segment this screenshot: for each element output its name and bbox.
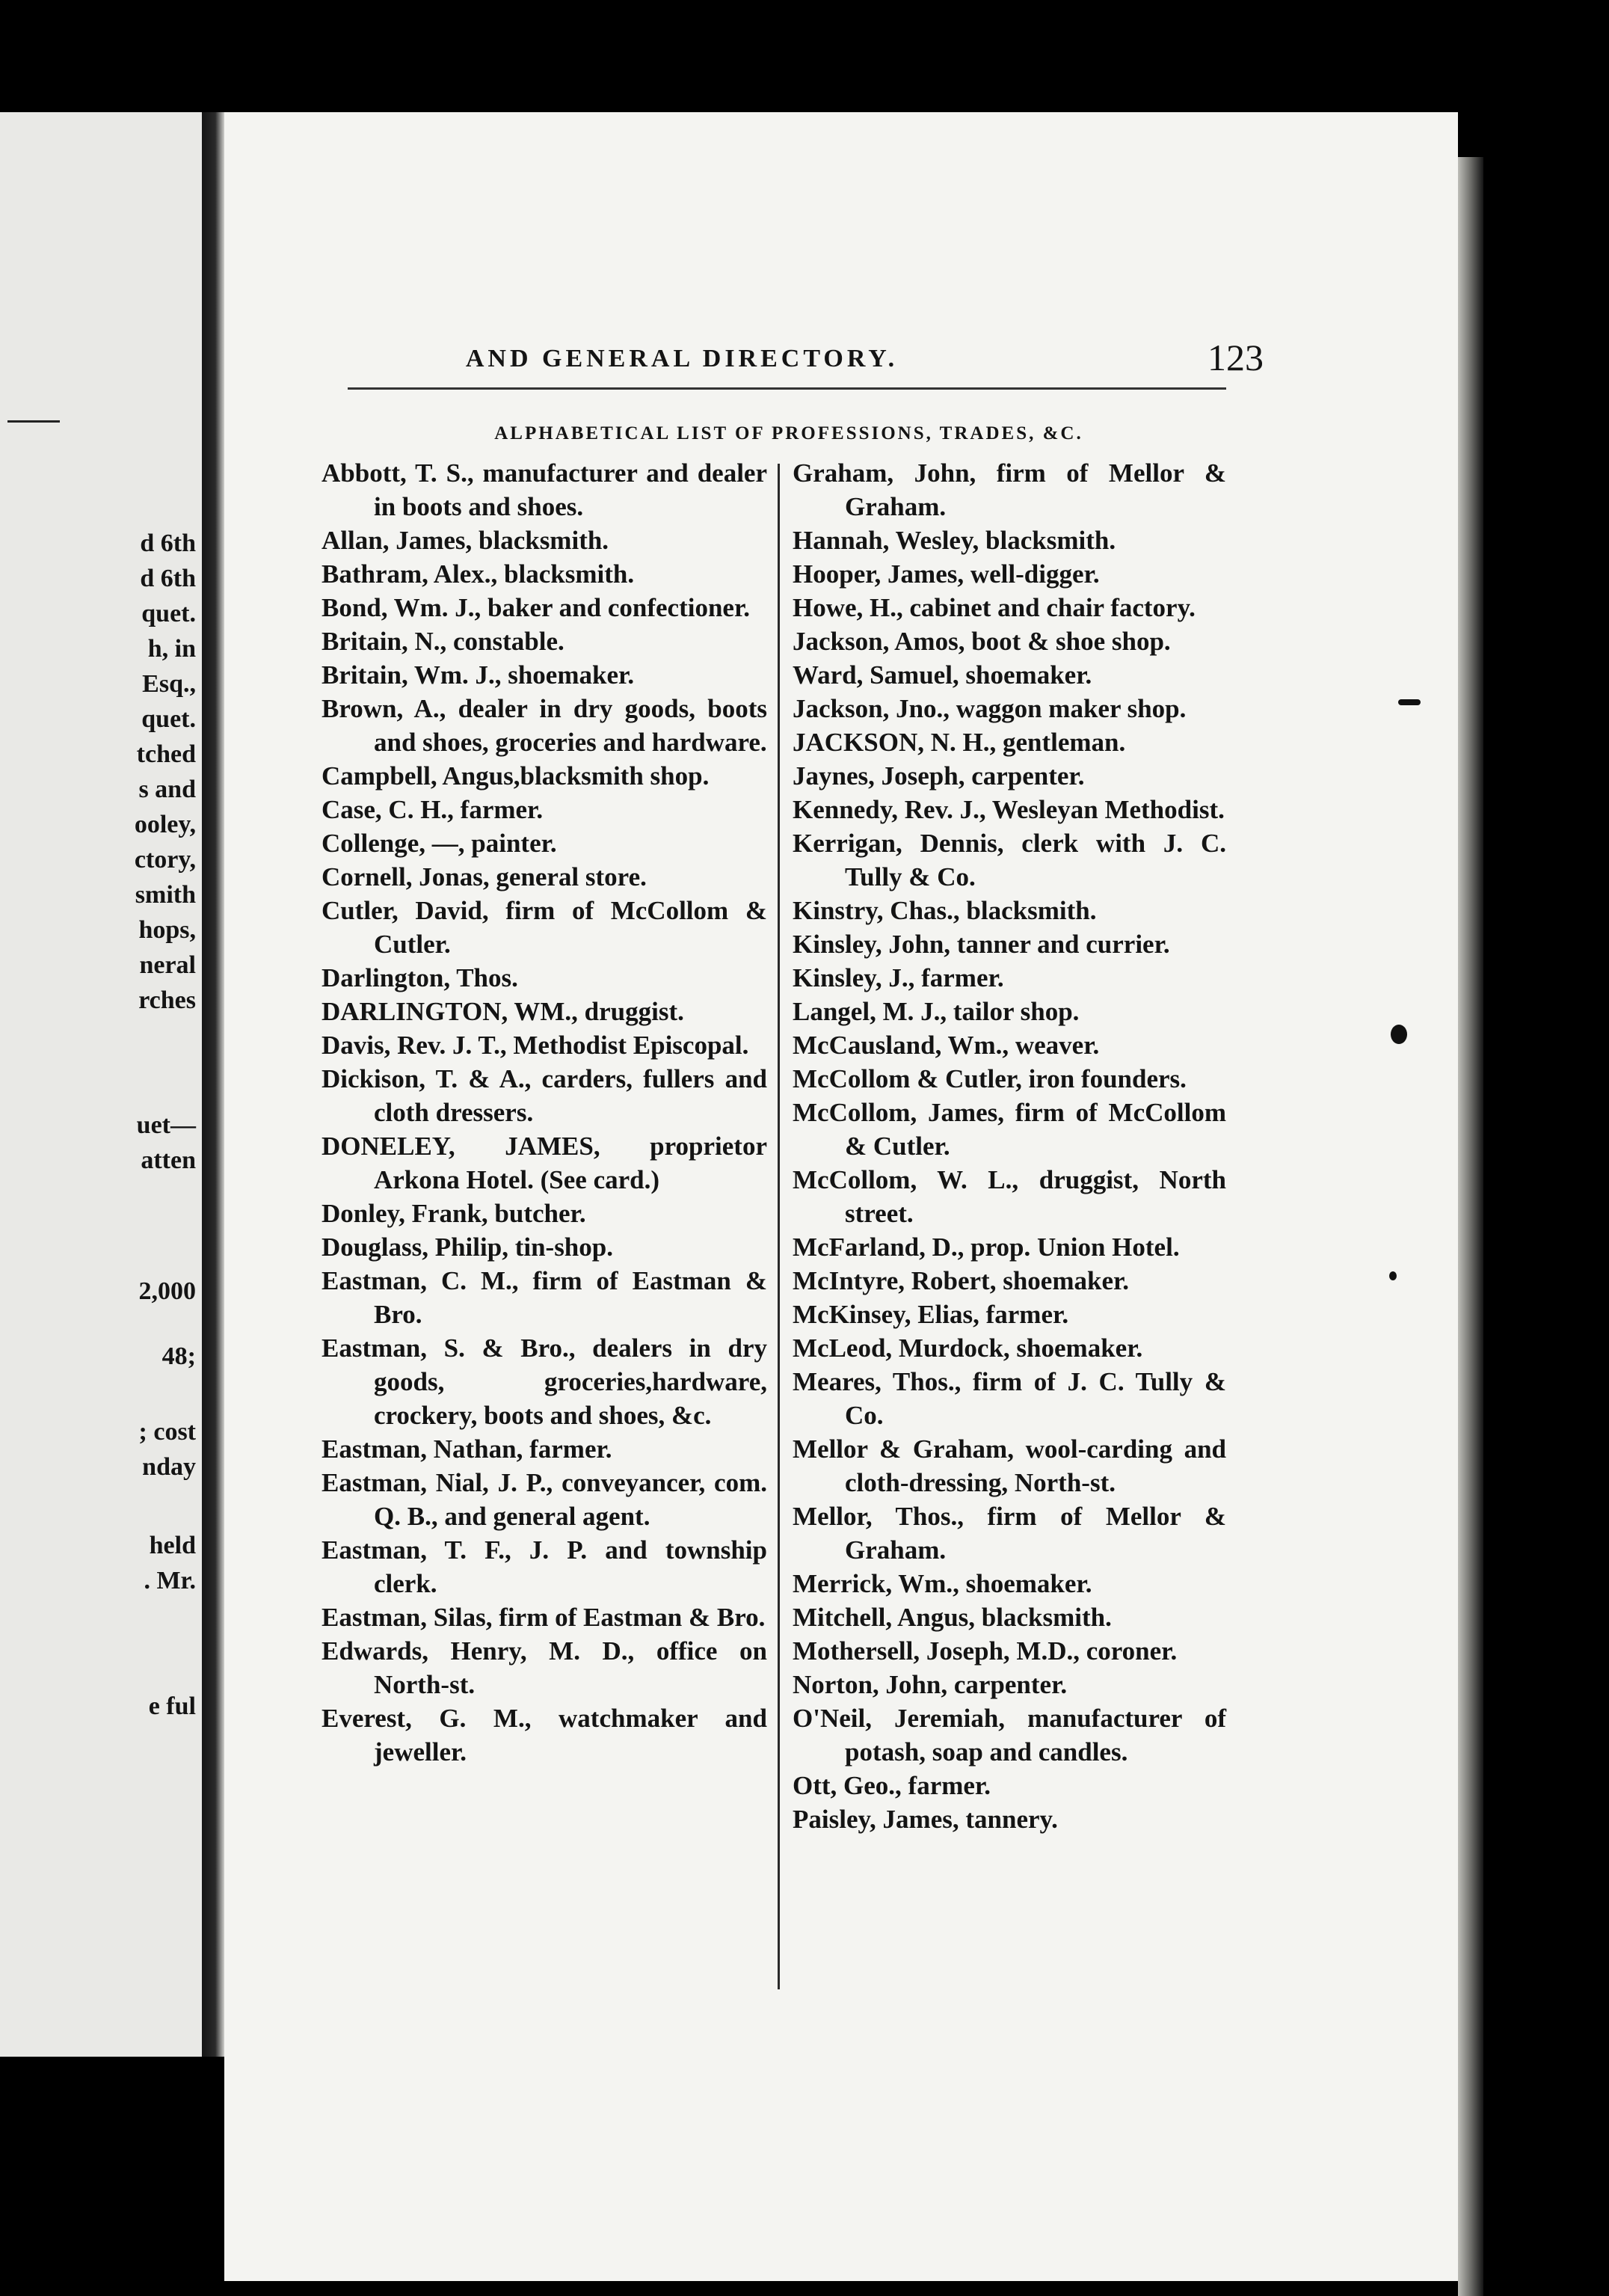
facing-page-fragment	[0, 112, 202, 2057]
directory-entry: McCollom, James, firm of McCollom & Cutler.	[793, 1098, 1226, 1161]
directory-entry: Allan, James, blacksmith.	[322, 526, 609, 555]
page-edge-shadow	[1458, 157, 1483, 2296]
directory-entry: Kinstry, Chas., blacksmith.	[793, 896, 1097, 925]
directory-entry: Everest, G. M., watchmaker and jeweller.	[322, 1704, 767, 1766]
facing-page-line: neral	[139, 951, 196, 979]
directory-entry: DONELEY, JAMES, proprietor Arkona Hotel. (See card.)	[322, 1132, 767, 1194]
directory-column-left	[322, 456, 767, 1769]
directory-entry: Eastman, T. F., J. P. and township clerk.	[322, 1535, 767, 1598]
directory-entry: Kerrigan, Dennis, clerk with J. C. Tully & Co.	[793, 829, 1226, 891]
directory-entry: Cornell, Jonas, general store.	[322, 862, 647, 891]
facing-page-line: d 6th	[140, 565, 196, 592]
facing-page-line: 48;	[161, 1342, 196, 1370]
directory-entry: O'Neil, Jeremiah, manufacturer of potash, soap and candles.	[793, 1704, 1226, 1766]
directory-entry: Britain, Wm. J., shoemaker.	[322, 660, 635, 690]
ink-blot-mark	[1398, 699, 1421, 705]
directory-entry: Merrick, Wm., shoemaker.	[793, 1569, 1092, 1598]
directory-entry: Kinsley, John, tanner and currier.	[793, 930, 1170, 959]
facing-page-line: ; cost	[138, 1418, 196, 1446]
directory-entry: DARLINGTON, WM., druggist.	[322, 997, 684, 1026]
facing-page-line: ctory,	[134, 846, 196, 874]
directory-entry: Brown, A., dealer in dry goods, boots and shoes, groceries and hardware.	[322, 694, 767, 757]
facing-page-line: uet—	[136, 1111, 196, 1139]
header-rule	[348, 387, 1226, 390]
facing-page-line: . Mr.	[144, 1567, 196, 1594]
facing-page-line: tched	[136, 740, 196, 768]
facing-page-line: hops,	[138, 916, 196, 944]
facing-page-line: atten	[141, 1147, 196, 1174]
directory-entry: McCausland, Wm., weaver.	[793, 1031, 1100, 1060]
directory-entry: Kinsley, J., farmer.	[793, 963, 1004, 992]
directory-entry: McCollom, W. L., druggist, North street.	[793, 1165, 1226, 1228]
facing-page-line: ooley,	[134, 811, 196, 838]
facing-page-line: 2,000	[138, 1277, 196, 1305]
directory-entry: Ott, Geo., farmer.	[793, 1771, 991, 1800]
directory-entry: Bathram, Alex., blacksmith.	[322, 559, 635, 589]
directory-entry: McFarland, D., prop. Union Hotel.	[793, 1233, 1180, 1262]
directory-entry: Hooper, James, well-digger.	[793, 559, 1100, 589]
section-title: ALPHABETICAL LIST OF PROFESSIONS, TRADES, &C.	[494, 423, 1083, 443]
directory-entry: Eastman, C. M., firm of Eastman & Bro.	[322, 1266, 767, 1329]
facing-page-line: rches	[138, 986, 196, 1014]
directory-entry: Edwards, Henry, M. D., office on North-st.	[322, 1636, 767, 1699]
directory-entry: Meares, Thos., firm of J. C. Tully & Co.	[793, 1367, 1226, 1430]
directory-entry: Britain, N., constable.	[322, 627, 564, 656]
directory-entry: Graham, John, firm of Mellor & Graham.	[793, 458, 1226, 521]
facing-page-line: nday	[142, 1453, 196, 1481]
facing-page-line: held	[149, 1532, 196, 1559]
directory-entry: Howe, H., cabinet and chair factory.	[793, 593, 1196, 622]
facing-page-line: e ful	[148, 1692, 196, 1720]
directory-entry: Langel, M. J., tailor shop.	[793, 997, 1080, 1026]
directory-entry: JACKSON, N. H., gentleman.	[793, 728, 1126, 757]
facing-page-line: h, in	[147, 635, 196, 663]
directory-entry: McIntyre, Robert, shoemaker.	[793, 1266, 1130, 1295]
directory-entry: Cutler, David, firm of McCollom & Cutler.	[322, 896, 767, 959]
directory-entry: Norton, John, carpenter.	[793, 1670, 1068, 1699]
facing-page-text	[0, 112, 202, 2057]
directory-entry: Paisley, James, tannery.	[793, 1805, 1058, 1834]
ink-blot-mark	[1391, 1025, 1407, 1044]
directory-entry: Mellor, Thos., firm of Mellor & Graham.	[793, 1502, 1226, 1565]
page-number: 123	[1207, 337, 1264, 378]
directory-entry: Eastman, Nathan, farmer.	[322, 1434, 612, 1464]
directory-entry: Eastman, Silas, firm of Eastman & Bro.	[322, 1603, 766, 1632]
directory-entry: Dickison, T. & A., carders, fullers and cloth dressers.	[322, 1064, 767, 1127]
directory-entry: McLeod, Murdock, shoemaker.	[793, 1333, 1143, 1363]
directory-entry: Darlington, Thos.	[322, 963, 518, 992]
facing-page-line: d 6th	[140, 530, 196, 557]
directory-entry: Jackson, Jno., waggon maker shop.	[793, 694, 1187, 723]
book-gutter	[202, 112, 224, 2057]
directory-entry: Donley, Frank, butcher.	[322, 1199, 586, 1228]
directory-entry: Eastman, S. & Bro., dealers in dry goods, groceries,hardware, crockery, boots and shoes, &c.	[322, 1333, 767, 1430]
directory-entry: Bond, Wm. J., baker and confectioner.	[322, 593, 751, 622]
directory-entry: Jackson, Amos, boot & shoe shop.	[793, 627, 1171, 656]
facing-page-line: s and	[138, 776, 196, 803]
column-divider	[778, 464, 780, 1989]
directory-entry: Kennedy, Rev. J., Wesleyan Methodist.	[793, 795, 1225, 824]
directory-entry: Douglass, Philip, tin-shop.	[322, 1233, 613, 1262]
facing-page-line: quet.	[141, 705, 196, 733]
directory-entry: Davis, Rev. J. T., Methodist Episcopal.	[322, 1031, 749, 1060]
directory-column-right	[793, 456, 1226, 1836]
directory-entry: Collenge, —, painter.	[322, 829, 557, 858]
directory-entry: McCollom & Cutler, iron founders.	[793, 1064, 1187, 1093]
facing-page-line: quet.	[141, 600, 196, 627]
ink-blot-mark	[1389, 1271, 1397, 1280]
running-head: AND GENERAL DIRECTORY.	[465, 345, 899, 372]
directory-entry: McKinsey, Elias, farmer.	[793, 1300, 1069, 1329]
facing-page-line: Esq.,	[142, 670, 196, 698]
facing-page-rule	[7, 420, 60, 423]
directory-entry: Eastman, Nial, J. P., conveyancer, com. Q. B., and general agent.	[322, 1468, 767, 1531]
directory-entry: Mitchell, Angus, blacksmith.	[793, 1603, 1112, 1632]
directory-entry: Mellor & Graham, wool-carding and cloth-dressing, North-st.	[793, 1434, 1226, 1497]
directory-entry: Campbell, Angus,blacksmith shop.	[322, 761, 710, 791]
directory-entry: Ward, Samuel, shoemaker.	[793, 660, 1092, 690]
directory-entry: Mothersell, Joseph, M.D., coroner.	[793, 1636, 1178, 1666]
directory-entry: Jaynes, Joseph, carpenter.	[793, 761, 1085, 791]
directory-entry: Hannah, Wesley, blacksmith.	[793, 526, 1116, 555]
facing-page-line: smith	[135, 881, 196, 909]
directory-entry: Case, C. H., farmer.	[322, 795, 544, 824]
directory-entry: Abbott, T. S., manufacturer and dealer in boots and shoes.	[322, 458, 767, 521]
